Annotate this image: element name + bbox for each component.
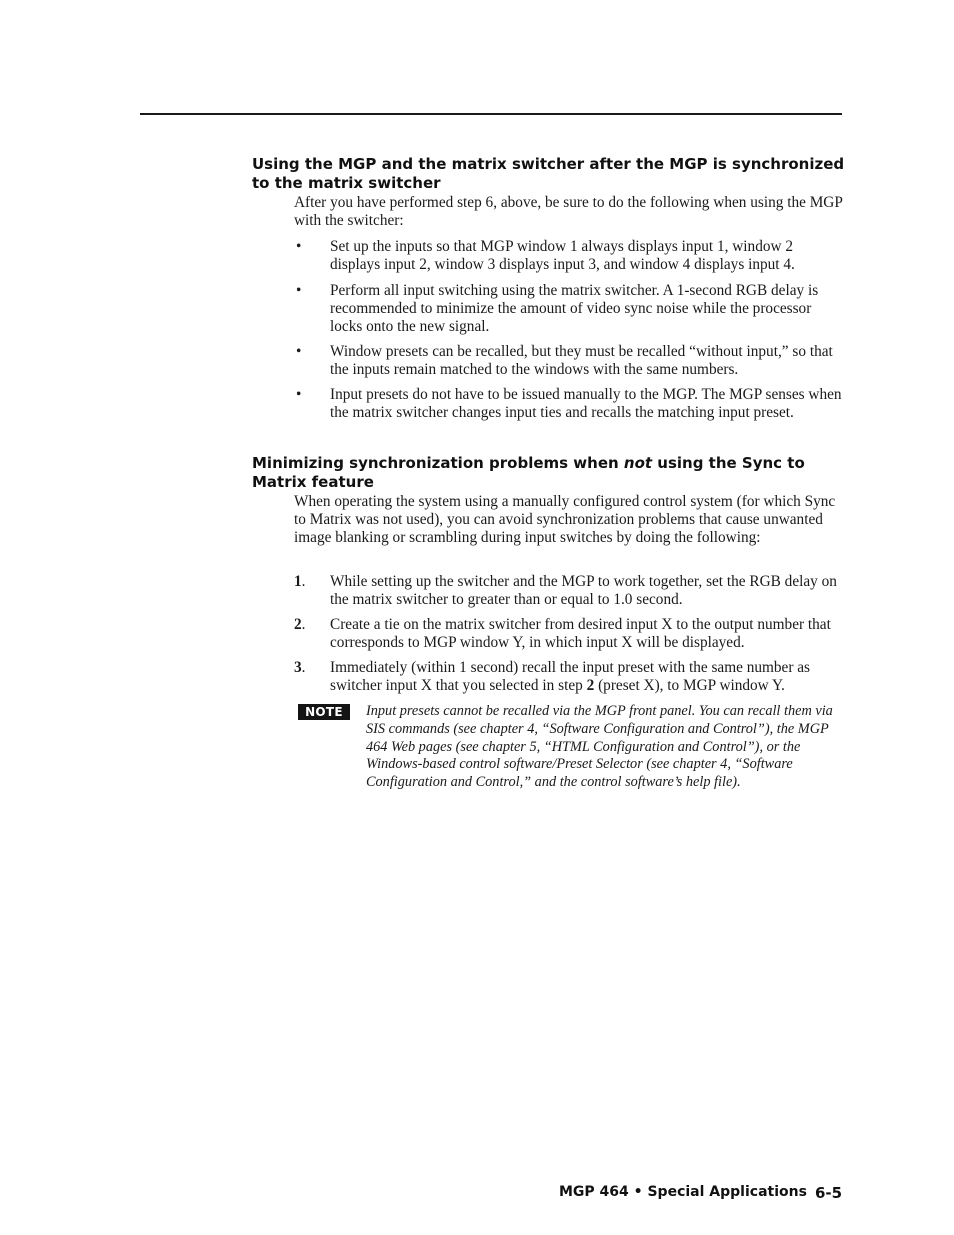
bullet-item: [294, 343, 846, 379]
section-heading-not-synchronized: [252, 454, 852, 492]
bullet-marker: •: [296, 282, 302, 299]
section-intro-synchronized: After you have performed step 6, above, be sure to do the following when using the MGP with the switcher:: [294, 194, 843, 229]
note-text: Input presets cannot be recalled via the MGP front panel. You can recall them via SIS commands (see chapter 4, “Software Configuration and Control”), the MGP 464 Web pages (see chapter 5, “HTML Configuration and Control”), or the Windows-based control software/Preset Selector (see chapter 4, “Software Configuration and Control,” and the control software’s help file).: [366, 703, 833, 791]
step-number: 2.: [294, 616, 306, 633]
bullet-text: Window presets can be recalled, but they must be recalled “without input,” so that the inputs remain matched to the windows with the same numbers.: [330, 343, 833, 378]
bullet-marker: •: [296, 386, 302, 403]
step-item: [294, 659, 846, 695]
heading-text: using the Sync to Matrix feature: [252, 454, 805, 491]
step-text: Immediately (within 1 second) recall the input preset with the same number as switcher input X that you selected in step 2 (preset X), to MGP window Y.: [330, 659, 811, 694]
bullet-text: Perform all input switching using the matrix switcher. A 1-second RGB delay is recommended to minimize the amount of video sync noise while the processor locks onto the new signal.: [330, 282, 819, 335]
heading-text: Minimizing synchronization problems when: [252, 454, 624, 472]
bullet-marker: •: [296, 238, 302, 255]
bullet-item: [294, 282, 846, 335]
footer-title: MGP 464 • Special Applications: [559, 1184, 807, 1200]
note-badge: NOTE: [298, 704, 350, 720]
heading-emphasis: not: [623, 454, 653, 472]
bullet-text: Set up the inputs so that MGP window 1 always displays input 1, window 2 displays input 2, window 3 displays input 3, and window 4 displays input 4.: [330, 238, 795, 273]
section-heading-synchronized: Using the MGP and the matrix switcher after the MGP is synchronized to the matrix switcher: [252, 155, 845, 192]
step-item: [294, 573, 846, 609]
step-text: Create a tie on the matrix switcher from desired input X to the output number that corresponds to MGP window Y, in which input X will be displayed.: [330, 616, 831, 651]
bullet-marker: •: [296, 343, 302, 360]
step-number: 3.: [294, 659, 306, 676]
bullet-text: Input presets do not have to be issued manually to the MGP. The MGP senses when the matrix switcher changes input ties and recalls the matching input preset.: [330, 386, 842, 421]
step-number: 1.: [294, 573, 306, 590]
step-text: While setting up the switcher and the MGP to work together, set the RGB delay on the matrix switcher to greater than or equal to 1.0 second.: [330, 573, 837, 608]
section-intro-not-synchronized: When operating the system using a manually configured control system (for which Sync to Matrix was not used), you can avoid synchronization problems that cause unwanted image blanking or scrambling during input switches by doing the following:: [294, 493, 836, 546]
bullet-item: [294, 238, 846, 274]
page-number: 6-5: [815, 1184, 843, 1202]
bullet-item: [294, 386, 846, 422]
step-item: [294, 616, 846, 652]
header-rule: [140, 113, 842, 115]
